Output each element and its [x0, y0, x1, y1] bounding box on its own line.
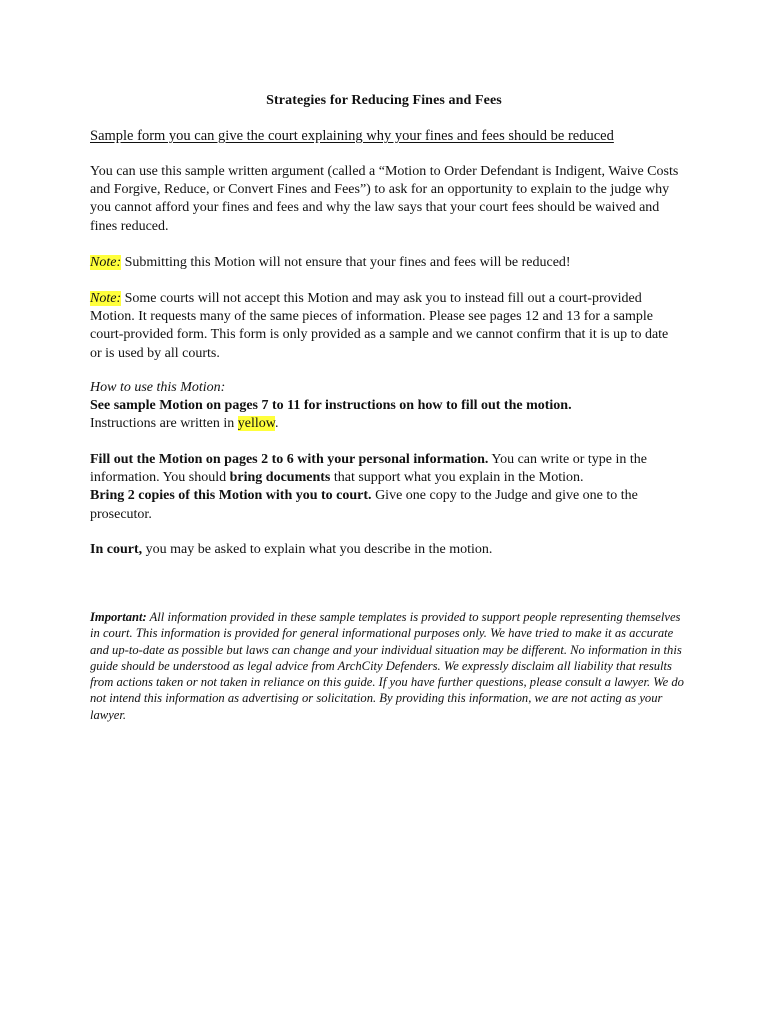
- fillout-bold-2: bring documents: [229, 470, 331, 486]
- page-title: Strategies for Reducing Fines and Fees: [266, 93, 502, 108]
- yellow-highlight-word: yellow: [237, 416, 275, 432]
- note-label: Note:: [90, 291, 122, 306]
- note-text: Some courts will not accept this Motion and may ask you to instead fill out a court-provided Motion. It requests many of the same pieces of information. Please see pages 12 and 13 for a sample court-provided form. This form is only provided as a sample and we cannot confirm that it is up to date or is used by all courts.: [90, 291, 669, 361]
- fillout-text-3: Give one copy to the Judge and give one to the prosecutor.: [90, 488, 638, 522]
- note-paragraph-2: [90, 290, 680, 363]
- page-subtitle: Sample form you can give the court explaining why your fines and fees should be reduced: [90, 128, 614, 144]
- important-label: Important:: [90, 610, 147, 624]
- note-text: Submitting this Motion will not ensure that your fines and fees will be reduced!: [121, 255, 571, 270]
- instructions-suffix: .: [274, 416, 279, 432]
- howto-heading: How to use this Motion:: [90, 380, 226, 395]
- incourt-text: you may be asked to explain what you describe in the motion.: [142, 542, 493, 557]
- fillout-paragraph: [90, 451, 680, 524]
- instructions-prefix: Instructions are written in: [90, 416, 238, 432]
- note-paragraph-1: [90, 254, 680, 272]
- incourt-paragraph: [90, 541, 680, 559]
- note-label: Note:: [90, 255, 122, 270]
- howto-instructions: [90, 415, 680, 433]
- fillout-text-2: that support what you explain in the Motion.: [330, 470, 584, 486]
- important-disclaimer: [90, 609, 690, 723]
- fillout-text-1: You can write or type in the information. You should: [90, 452, 648, 486]
- important-text: All information provided in these sample templates is provided to support people representing themselves in court. This information is provided for general informational purposes only. We have tried to make it as accurate and up-to-date as possible but laws can change and your individual situation may be different. No information in this guide should be understood as legal advice from ArchCity Defenders. We expressly disclaim all liability that results from actions taken or not taken in reliance on this guide. If you have further questions, please consult a lawyer. We do not intend this information as advertising or solicitation. By providing this information, we are not acting as your lawyer.: [90, 610, 684, 722]
- howto-bold-line: See sample Motion on pages 7 to 11 for instructions on how to fill out the motion.: [90, 398, 572, 414]
- fillout-bold-1: Fill out the Motion on pages 2 to 6 with your personal information.: [90, 452, 489, 467]
- incourt-bold: In court,: [90, 542, 143, 557]
- fillout-bold-3: Bring 2 copies of this Motion with you to court.: [90, 488, 372, 504]
- howto-section: [90, 379, 680, 434]
- intro-paragraph: You can use this sample written argument (called a “Motion to Order Defendant is Indigent, Waive Costs and Forgive, Reduce, or Convert Fines and Fees”) to ask for an opportunity to explain to the judge why you cannot afford your fines and fees and why the law says that your court fees should be waived and fines reduced.: [90, 164, 679, 234]
